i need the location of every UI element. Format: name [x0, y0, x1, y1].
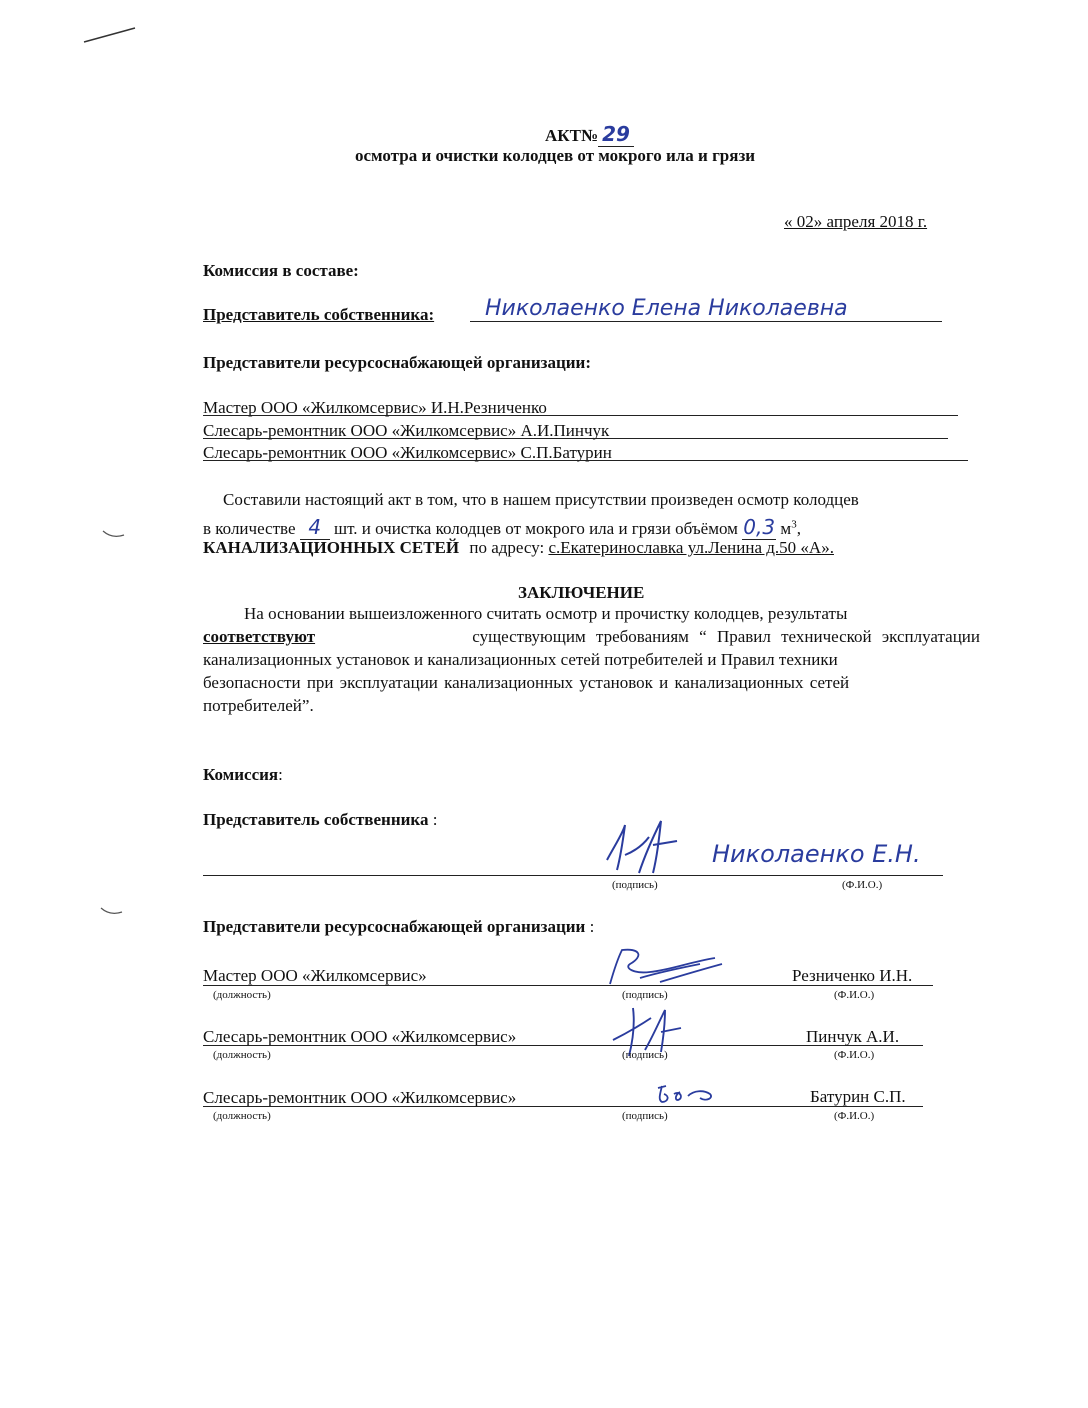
owner-label: Представитель собственника:: [203, 305, 435, 324]
volume-unit: м: [780, 519, 792, 538]
sign-row-3-podpis: (подпись): [622, 1110, 668, 1122]
body-line-1: Составили настоящий акт в том, что в нашем присутствии произведен осмотр колодцев: [223, 490, 859, 509]
act-date: « 02» апреля 2018 г.: [784, 212, 928, 231]
commission-signature-label: [203, 765, 283, 785]
sign-row-2-podpis: (подпись): [622, 1049, 668, 1061]
sign-row-2-fio: (Ф.И.О.): [834, 1049, 875, 1061]
member-1: Мастер ООО «Жилкомсервис» И.Н.Резниченко: [203, 398, 547, 417]
resource-heading: Представители ресурсоснабжающей организации:: [203, 353, 592, 372]
owner-signature-label: [203, 810, 437, 830]
scan-mark-left-2: [98, 902, 128, 922]
sign-row-3-fio: (Ф.И.О.): [834, 1110, 875, 1122]
conclusion-line-1: На основании вышеизложенного считать осмотр и прочистку колодцев, результаты: [244, 604, 848, 623]
sign-row-2-dolzhnost: (должность): [213, 1049, 271, 1061]
address-prefix: по адресу:: [469, 538, 545, 557]
commission-signature-text: Комиссия: [203, 765, 279, 784]
volume-unit-tail: ,: [796, 519, 801, 538]
sign-row-1-dolzhnost: (должность): [213, 989, 271, 1001]
conclusion-line-5: потребителей”.: [203, 696, 314, 715]
scan-mark-top-left: [80, 20, 140, 50]
sewer-networks-label: КАНАЛИЗАЦИОННЫХ СЕТЕЙ: [203, 538, 460, 557]
body-line-2-mid: шт. и очистка колодцев от мокрого ила и грязи объёмом: [334, 519, 738, 538]
address-value: с.Екатеринославка ул.Ленина д.50 «А».: [548, 538, 834, 557]
conclusion-line-3: канализационных установок и канализационных сетей потребителей и Правил техники: [203, 650, 838, 669]
conclusion-line-4: безопасности при эксплуатации канализационных установок и канализационных сетей: [203, 673, 850, 692]
sign-row-2-name: Пинчук А.И.: [806, 1027, 900, 1046]
resource-signature-colon: :: [585, 917, 595, 936]
conclusion-heading: ЗАКЛЮЧЕНИЕ: [518, 583, 645, 602]
conclusion-line-2-rest: существующим требованиям “ Правил технической эксплуатации: [472, 627, 980, 646]
member-2-line: [203, 438, 948, 439]
sign-row-3-name: Батурин С.П.: [810, 1087, 906, 1106]
owner-name: Николаенко Елена Николаевна: [485, 296, 848, 321]
sign-row-1-fio: (Ф.И.О.): [834, 989, 875, 1001]
owner-line: [470, 321, 942, 322]
body-line-3: [203, 538, 834, 558]
body-line-2-start: в количестве: [203, 519, 296, 538]
commission-signature-colon: :: [278, 765, 283, 784]
member-3-line: [203, 460, 968, 461]
owner-signature-colon: :: [428, 810, 438, 829]
well-count: 4: [300, 515, 330, 540]
member-1-line: [203, 415, 958, 416]
sign-row-1-position: Мастер ООО «Жилкомсервис»: [203, 966, 427, 985]
sign-row-3-dolzhnost: (должность): [213, 1110, 271, 1122]
owner-signature-text: Представитель собственника: [203, 810, 429, 829]
owner-podpis-caption: (подпись): [612, 879, 658, 891]
owner-signature-line: [203, 875, 943, 876]
conclusion-conforms: соответствуют: [203, 627, 316, 646]
conclusion-line-2: [203, 627, 980, 647]
commission-heading: Комиссия в составе:: [203, 261, 359, 280]
sign-row-1-name: Резниченко И.Н.: [792, 966, 913, 985]
sign-row-2-position: Слесарь-ремонтник ООО «Жилкомсервис»: [203, 1027, 517, 1046]
owner-signature-image: [595, 815, 690, 880]
act-title: [545, 122, 634, 147]
body-line-2: [203, 515, 801, 540]
owner-signature-fio: Николаенко Е.Н.: [712, 840, 921, 868]
act-subtitle: осмотра и очистки колодцев от мокрого ила и грязи: [355, 146, 756, 165]
scan-mark-left-1: [100, 525, 130, 545]
member-3: Слесарь-ремонтник ООО «Жилкомсервис» С.П.Батурин: [203, 443, 612, 462]
resource-signature-text: Представители ресурсоснабжающей организации: [203, 917, 586, 936]
resource-signature-label: [203, 917, 594, 937]
sign-row-3-signature: [650, 1080, 730, 1110]
sign-row-1-signature: [600, 942, 730, 992]
member-2: Слесарь-ремонтник ООО «Жилкомсервис» А.И.Пинчук: [203, 421, 610, 440]
owner-fio-caption: (Ф.И.О.): [842, 879, 883, 891]
act-label: АКТ№: [545, 126, 599, 145]
volume-value: 0,3: [743, 515, 776, 539]
act-number: 29: [598, 122, 634, 147]
volume-unit-sup: 3: [791, 518, 797, 531]
sign-row-1-podpis: (подпись): [622, 989, 668, 1001]
sign-row-3-position: Слесарь-ремонтник ООО «Жилкомсервис»: [203, 1088, 517, 1107]
